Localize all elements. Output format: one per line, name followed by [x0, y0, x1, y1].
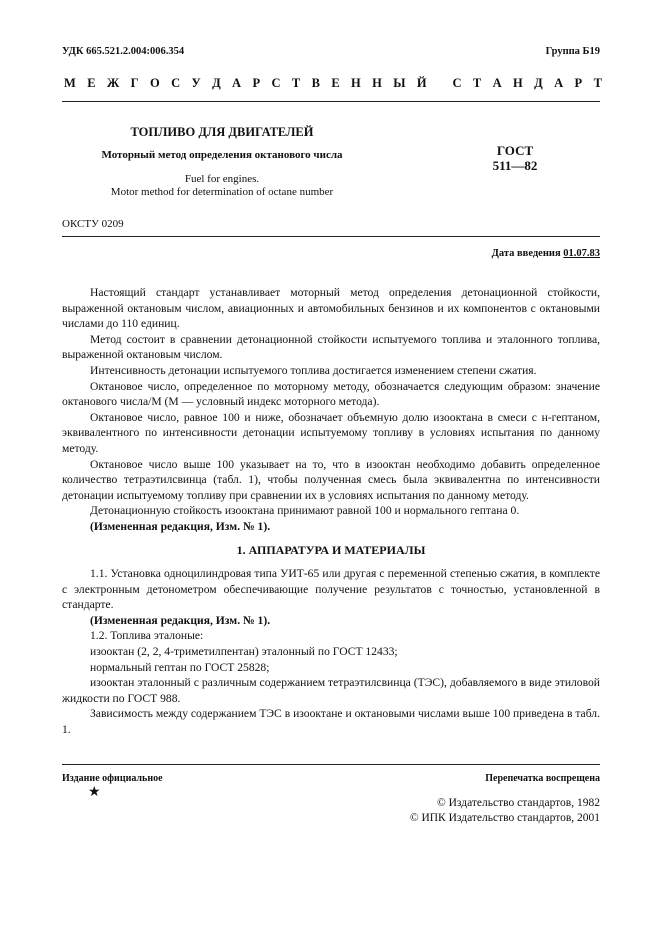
document-subtitle-ru: Моторный метод определения октанового числа [101, 149, 343, 161]
heading-letter: Т [593, 76, 602, 90]
heading-letter: М [64, 76, 76, 90]
paragraph-intensity: Интенсивность детонации испытуемого топлива достигается изменением степени сжатия. [90, 363, 537, 377]
heading-letter: Н [351, 76, 361, 90]
heading-letter: Н [513, 76, 523, 90]
reprint-prohibited-note: Перепечатка воспрещена [485, 773, 600, 784]
introduction-date [492, 248, 600, 259]
copyright-block [410, 796, 600, 826]
udk-code: УДК 665.521.2.004:006.354 [62, 46, 185, 57]
heading-letter: Ы [393, 76, 406, 90]
clause-1-2-dependency: Зависимость между содержанием ТЭС в изооктане и октановыми числами выше 100 приведена в табл. 1. [62, 707, 600, 737]
heading-letter: Д [534, 76, 543, 90]
header-divider-top [62, 101, 600, 102]
introduction-date-value: 01.07.83 [563, 248, 600, 259]
copyright-2001: © ИПК Издательство стандартов, 2001 [409, 812, 600, 824]
group-code: Группа Б19 [545, 46, 600, 57]
paragraph-scope: Настоящий стандарт устанавливает моторный метод определения детонационной стойкости, выраженной октановым числом, авиационных и автомобильных бензинов и их компонентов с октановыми числами до 110 единиц. [62, 286, 600, 331]
heading-letter: Д [212, 76, 221, 90]
oksty-code: ОКСТУ 0209 [62, 218, 124, 230]
heading-letter: Т [291, 76, 301, 90]
heading-letter: Р [574, 76, 583, 90]
heading-letter: Е [331, 76, 340, 90]
paragraph-reference-values: Детонационную стойкость изооктана принимают равной 100 и нормального гептана 0. [90, 504, 520, 518]
heading-letter: Ж [106, 76, 120, 90]
title-en-line2: Motor method for determination of octane number [110, 186, 334, 198]
heading-letter: О [149, 76, 160, 90]
heading-letter: Г [130, 76, 139, 90]
introduction-date-label: Дата введения [491, 248, 561, 259]
heading-gap [438, 76, 441, 91]
clause-1-2-tes-isooctane: изооктан эталонный с различным содержанием тетраэтилсвинца (ТЭС), добавляемого в виде этиловой жидкости по ГОСТ 988. [62, 676, 600, 705]
gost-label: ГОСТ [496, 143, 534, 158]
heading-letter: А [232, 76, 242, 90]
star-icon: ★ [88, 785, 101, 800]
heading-letter: С [171, 76, 181, 90]
title-en-line1: Fuel for engines. [184, 173, 260, 185]
paragraph-notation: Октановое число, определенное по моторному методу, обозначается следующим образом: значение октанового числа/М (М — условный индекс моторного метода). [62, 379, 600, 409]
clause-1-2: 1.2. Топлива эталоные: [90, 629, 204, 643]
clause-1-1-amendment: (Измененная редакция, Изм. № 1). [90, 613, 271, 627]
gost-designation [440, 143, 590, 173]
document-title-en [62, 173, 382, 199]
heading-letter: Р [252, 76, 261, 90]
heading-letter: А [492, 76, 502, 90]
gost-number: 511—82 [492, 158, 538, 173]
official-edition-note: Издание официальное [62, 773, 163, 784]
heading-letter: С [452, 76, 462, 90]
footer-divider [62, 764, 600, 765]
heading-letter: Е [87, 76, 96, 90]
interstate-standard-heading [64, 76, 602, 91]
header-divider-bottom [62, 236, 600, 237]
heading-letter: Т [472, 76, 482, 90]
heading-letter: В [311, 76, 320, 90]
amendment-note: (Измененная редакция, Изм. № 1). [90, 519, 271, 533]
paragraph-above-100: Октановое число выше 100 указывает на то, что в изооктан необходимо добавить определенное количество тетраэтилсвинца (табл. 1), чтобы полученная смесь была эквивалентна по интенсивности детонации испытуемому топливу при сравнении их в условиях испытания по данному методу. [62, 457, 600, 502]
heading-letter: Й [416, 76, 427, 90]
heading-letter: А [554, 76, 564, 90]
clause-1-2-isooctane: изооктан (2, 2, 4-триметилпентан) эталонный по ГОСТ 12433; [90, 645, 398, 659]
heading-letter: Н [372, 76, 382, 90]
paragraph-below-100: Октановое число, равное 100 и ниже, обозначает объемную долю изооктана в смеси с н-гептаном, эквивалентного по интенсивности детонации испытуемому топливу в условиях испытания по данному методу. [62, 410, 600, 455]
document-body [62, 285, 600, 738]
clause-1-1: 1.1. Установка одноцилиндровая типа УИТ-65 или другая с переменной степенью сжатия, в комплекте с электронным детонометром обеспечивающие получение результатов с точностью, установленной в стандарте. [62, 567, 600, 612]
document-title-ru: ТОПЛИВО ДЛЯ ДВИГАТЕЛЕЙ [130, 125, 314, 139]
paragraph-method: Метод состоит в сравнении детонационной стойкости испытуемого топлива и эталонного топлива, выраженной октановым числом. [62, 332, 600, 362]
heading-letter: С [271, 76, 281, 90]
heading-letter: У [191, 76, 201, 90]
clause-1-2-heptane: нормальный гептан по ГОСТ 25828; [90, 660, 270, 674]
copyright-1982: © Издательство стандартов, 1982 [436, 797, 600, 809]
section-heading-apparatus: 1. АППАРАТУРА И МАТЕРИАЛЫ [236, 542, 426, 557]
